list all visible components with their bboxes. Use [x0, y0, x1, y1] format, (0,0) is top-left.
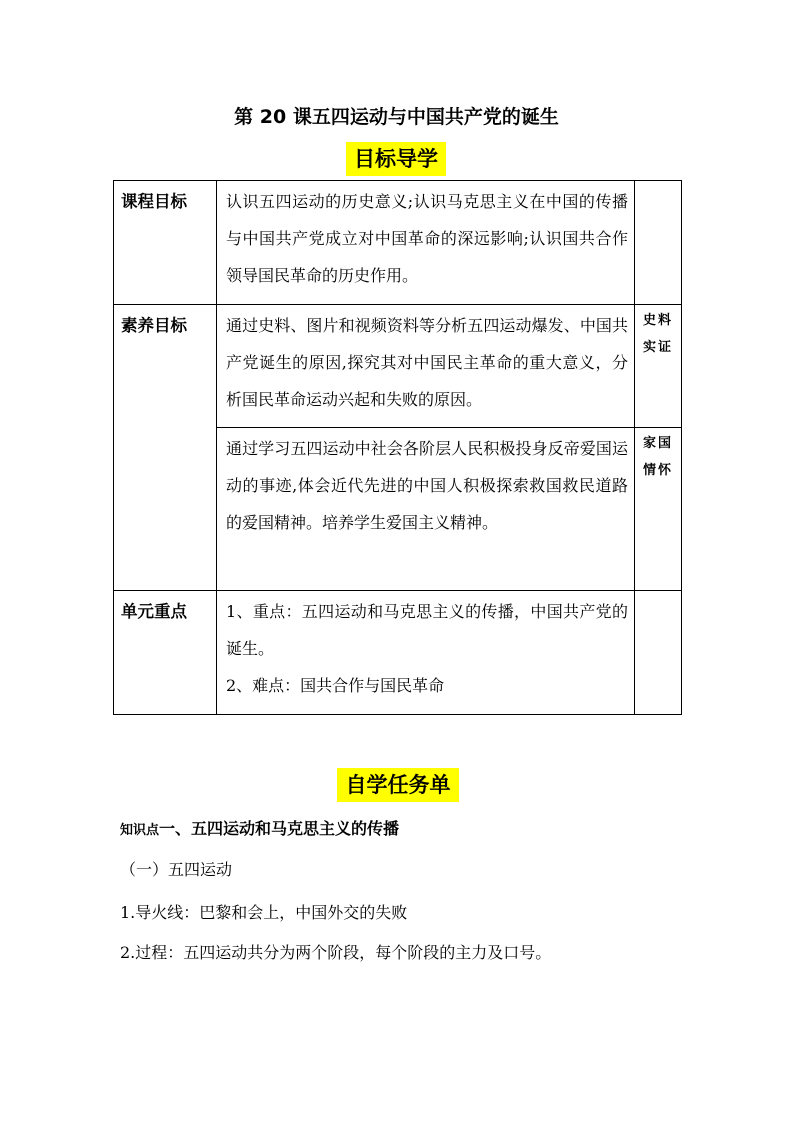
row-tag [635, 591, 681, 593]
row-tag [635, 181, 681, 183]
row-tag: 家国情怀 [643, 436, 674, 478]
row-content: 1、重点：五四运动和马克思主义的传播，中国共产党的诞生。 [226, 602, 628, 658]
table-row [114, 591, 682, 715]
knowledge-title: 一、五四运动和马克思主义的传播 [159, 819, 400, 838]
row-content: 通过学习五四运动中社会各阶层人民积极投身反帝爱国运动的事迹,体会近代先进的中国人积极探索救国救民道路的爱国精神。培养学生爱国主义精神。 [226, 439, 628, 532]
table-row [114, 181, 682, 305]
row-heading: 单元重点 [121, 602, 187, 621]
page-title: 第 20 课五四运动与中国共产党的诞生 [234, 106, 559, 128]
table-row [114, 305, 682, 428]
section-heading-tasks: 自学任务单 [337, 768, 459, 802]
row-content: 2、难点：国共合作与国民革命 [226, 676, 445, 695]
row-content: 通过史料、图片和视频资料等分析五四运动爆发、中国共产党诞生的原因,探究其对中国民主革命的重大意义，分析国民革命运动兴起和失败的原因。 [226, 316, 628, 409]
knowledge-prefix: 知识点 [120, 823, 160, 838]
row-heading: 素养目标 [121, 316, 187, 335]
subheading: （一）五四运动 [120, 860, 233, 879]
list-item: 1.导火线：巴黎和会上，中国外交的失败 [120, 903, 408, 922]
knowledge-heading [120, 817, 399, 843]
goals-table [113, 180, 682, 715]
row-content: 认识五四运动的历史意义;认识马克思主义在中国的传播与中国共产党成立对中国革命的深远影响;认识国共合作领导国民革命的历史作用。 [226, 192, 628, 285]
row-tag: 史料实证 [643, 313, 674, 355]
section-heading-goals: 目标导学 [346, 142, 446, 176]
list-item: 2.过程：五四运动共分为两个阶段，每个阶段的主力及口号。 [120, 943, 552, 962]
row-heading: 课程目标 [121, 192, 187, 211]
